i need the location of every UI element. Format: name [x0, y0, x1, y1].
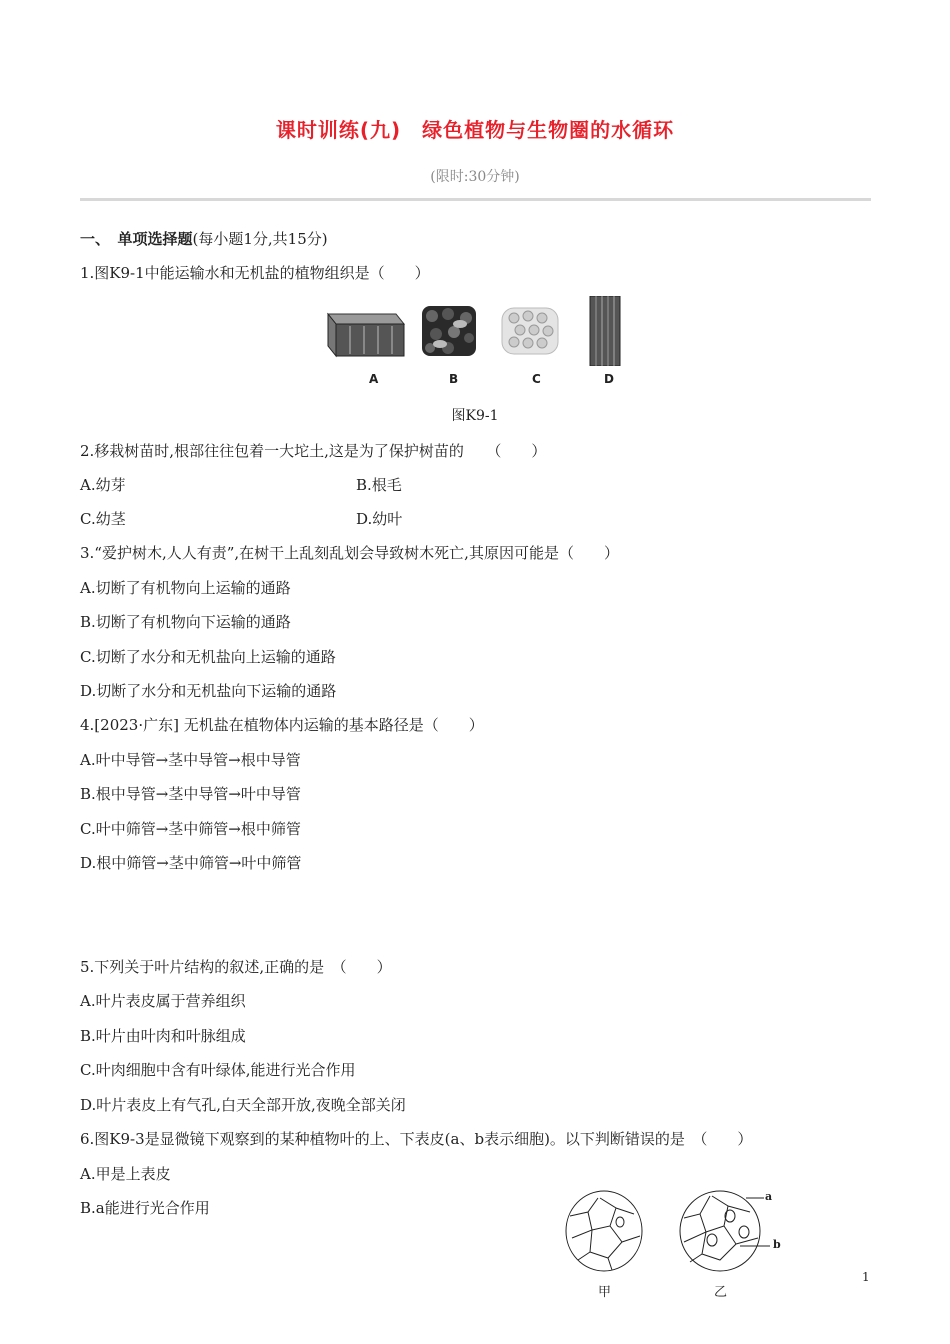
question-3-stem: 3.“爱护树木,人人有责”,在树干上乱刻乱划会导致树木死亡,其原因可能是（ ）: [80, 544, 619, 562]
tissue-a-drawing: [328, 314, 404, 356]
figure-label-jia: 甲: [598, 1285, 612, 1300]
figure-label-c: C: [532, 372, 541, 386]
question-3-option-a: A.切断了有机物向上运输的通路: [80, 579, 291, 597]
figure-label-a: A: [369, 372, 379, 386]
section-heading: [80, 228, 328, 249]
question-3-option-d: D.切断了水分和无机盐向下运输的通路: [80, 682, 337, 700]
question-6-option-b: B.a能进行光合作用: [80, 1199, 210, 1217]
question-5-stem: 5.下列关于叶片结构的叙述,正确的是 （ ）: [80, 958, 392, 976]
page-number: 1: [862, 1270, 870, 1284]
marker-a: a: [765, 1190, 773, 1203]
question-2-option-a: A.幼芽: [80, 476, 126, 494]
figure-k9-3: [560, 1186, 790, 1276]
question-2-option-c: C.幼茎: [80, 510, 126, 528]
question-4-option-b: B.根中导管→茎中导管→叶中导管: [80, 785, 301, 803]
question-5-option-b: B.叶片由叶肉和叶脉组成: [80, 1027, 246, 1045]
header-divider: [80, 198, 871, 201]
question-6-stem: 6.图K9-3是显微镜下观察到的某种植物叶的上、下表皮(a、b表示细胞)。以下判断错误的是 （ ）: [80, 1130, 753, 1148]
tissue-c-drawing: [502, 308, 558, 354]
question-2-stem: 2.移栽树苗时,根部往往包着一大坨土,这是为了保护树苗的 （ ）: [80, 442, 547, 460]
question-4-option-a: A.叶中导管→茎中导管→根中导管: [80, 751, 301, 769]
tissue-b-drawing: [422, 306, 476, 356]
question-2-option-b: B.根毛: [356, 476, 402, 494]
time-limit: (限时:30分钟): [430, 169, 520, 185]
page-title: 课时训练(九) 绿色植物与生物圈的水循环: [275, 118, 675, 142]
figure-label-yi: 乙: [714, 1285, 728, 1300]
figure-k9-3-drawing: [560, 1186, 790, 1276]
question-6-option-a: A.甲是上表皮: [80, 1165, 171, 1183]
question-4-option-d: D.根中筛管→茎中筛管→叶中筛管: [80, 854, 302, 872]
section-heading-label: 一、 单项选择题: [80, 230, 193, 248]
section-heading-note: (每小题1分,共15分): [192, 230, 328, 248]
question-4-stem: 4.[2023·广东] 无机盐在植物体内运输的基本路径是（ ）: [80, 716, 484, 734]
question-4-option-c: C.叶中筛管→茎中筛管→根中筛管: [80, 820, 301, 838]
question-2-option-d: D.幼叶: [356, 510, 403, 528]
figure-caption: 图K9-1: [451, 408, 499, 424]
question-3-option-c: C.切断了水分和无机盐向上运输的通路: [80, 648, 336, 666]
figure-k9-1-drawing: [326, 296, 626, 366]
question-3-option-b: B.切断了有机物向下运输的通路: [80, 613, 291, 631]
tissue-d-drawing: [590, 296, 620, 366]
marker-b: b: [773, 1238, 781, 1251]
question-5-option-c: C.叶肉细胞中含有叶绿体,能进行光合作用: [80, 1061, 356, 1079]
epidermis-lower-drawing: [680, 1190, 773, 1271]
question-1-stem: 1.图K9-1中能运输水和无机盐的植物组织是（ ）: [80, 264, 430, 282]
figure-label-b: B: [449, 372, 459, 386]
figure-k9-1: [326, 296, 626, 366]
epidermis-upper-drawing: [566, 1191, 642, 1271]
question-5-option-d: D.叶片表皮上有气孔,白天全部开放,夜晚全部关闭: [80, 1096, 406, 1114]
question-5-option-a: A.叶片表皮属于营养组织: [80, 992, 246, 1010]
figure-label-d: D: [604, 372, 614, 386]
